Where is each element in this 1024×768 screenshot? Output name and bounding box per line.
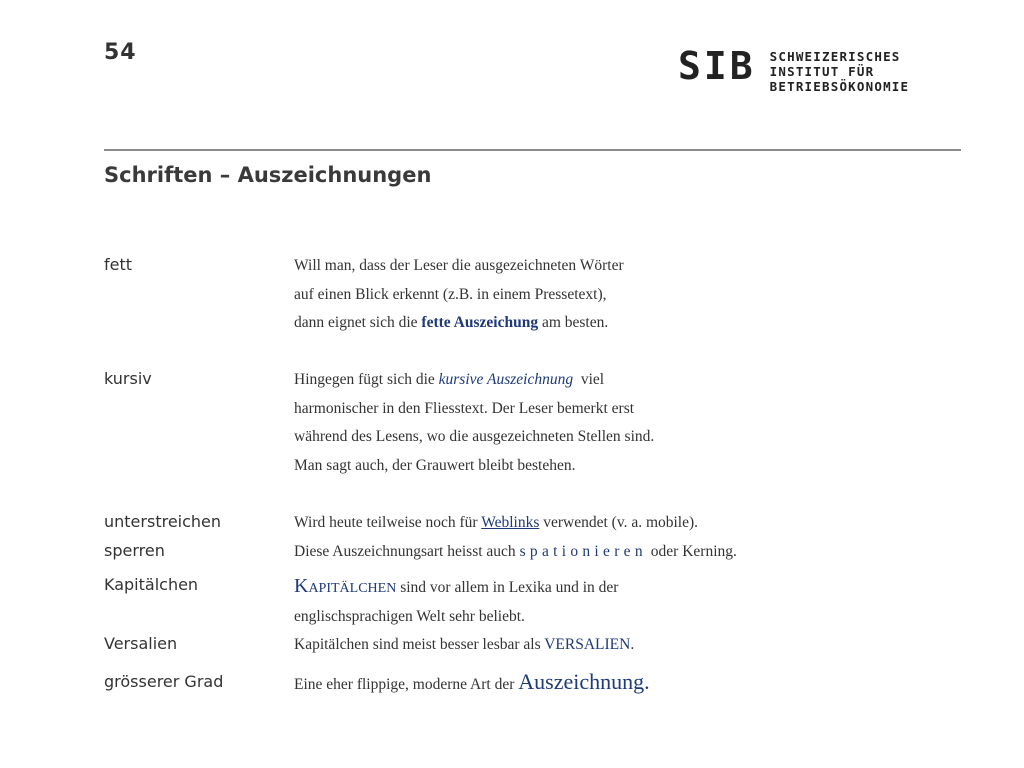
- section-text-kursiv: [294, 366, 954, 480]
- header-divider: [104, 149, 961, 151]
- section-label-fett: fett: [104, 255, 133, 274]
- logo-line-3: BETRIEBSÖKONOMIE: [769, 79, 910, 94]
- text-line: englischsprachigen Welt sehr beliebt.: [294, 607, 525, 625]
- section-label-sperren: sperren: [104, 541, 165, 560]
- section-text-sperren: [294, 538, 954, 567]
- section-text-kapitaelchen: [294, 572, 954, 631]
- text-line: [294, 366, 954, 395]
- text-line: harmonischer in den Fliesstext. Der Leser bemerkt erst: [294, 399, 635, 417]
- spaced-example: spationieren: [519, 543, 647, 560]
- sib-logo: [678, 44, 909, 94]
- text-segment: .: [630, 636, 635, 653]
- bold-example: fette Auszeichung: [421, 314, 539, 331]
- text-segment: Kapitälchen sind meist besser lesbar als: [294, 636, 545, 653]
- larger-size-example: Auszeichnung.: [518, 669, 650, 694]
- text-line: [294, 509, 954, 538]
- section-text-grad: [294, 668, 954, 700]
- slide-number: 54: [104, 40, 137, 65]
- text-line: [294, 631, 954, 660]
- text-segment: oder Kerning.: [646, 543, 737, 560]
- text-segment: sind vor allem in Lexika und in der: [396, 579, 619, 596]
- text-segment: Hingegen fügt sich die: [294, 371, 439, 388]
- section-label-kapitaelchen: Kapitälchen: [104, 575, 199, 594]
- section-label-grad: grösserer Grad: [104, 672, 224, 691]
- text-segment: Eine eher flippige, moderne Art der: [294, 676, 519, 693]
- section-label-kursiv: kursiv: [104, 369, 152, 388]
- text-segment: am besten.: [538, 314, 609, 331]
- logo-line-2: INSTITUT FÜR: [769, 64, 875, 79]
- section-text-versalien: [294, 631, 954, 660]
- weblinks-link[interactable]: Weblinks: [481, 514, 540, 531]
- logo-line-1: SCHWEIZERISCHES: [769, 49, 901, 64]
- uppercase-example: VERSALIEN: [544, 636, 631, 653]
- text-line: [294, 572, 954, 603]
- text-segment: dann eignet sich die: [294, 314, 422, 331]
- text-line: Will man, dass der Leser die ausgezeichneten Wörter: [294, 257, 624, 274]
- text-line: [294, 538, 954, 567]
- italic-example: kursive Auszeichnung: [438, 371, 574, 388]
- small-caps-example: Kapitälchen: [294, 575, 397, 597]
- text-line: während des Lesens, wo die ausgezeichneten Stellen sind.: [294, 428, 655, 445]
- section-label-unterstreichen: unterstreichen: [104, 512, 222, 531]
- text-segment: viel: [573, 371, 605, 388]
- text-line: [294, 309, 954, 338]
- section-label-versalien: Versalien: [104, 634, 178, 653]
- logo-text: [770, 49, 910, 94]
- logo-mark: SIB: [678, 44, 756, 88]
- page-title: Schriften – Auszeichnungen: [104, 163, 432, 187]
- text-line: auf einen Blick erkennt (z.B. in einem Pressetext),: [294, 285, 607, 303]
- text-segment: verwendet (v. a. mobile).: [539, 514, 699, 531]
- text-line: Man sagt auch, der Grauwert bleibt bestehen.: [294, 456, 576, 474]
- section-text-unterstreichen: [294, 509, 954, 538]
- section-text-fett: [294, 252, 954, 338]
- text-segment: Wird heute teilweise noch für: [294, 514, 482, 531]
- text-line: [294, 668, 954, 700]
- text-segment: Diese Auszeichnungsart heisst auch: [294, 543, 520, 560]
